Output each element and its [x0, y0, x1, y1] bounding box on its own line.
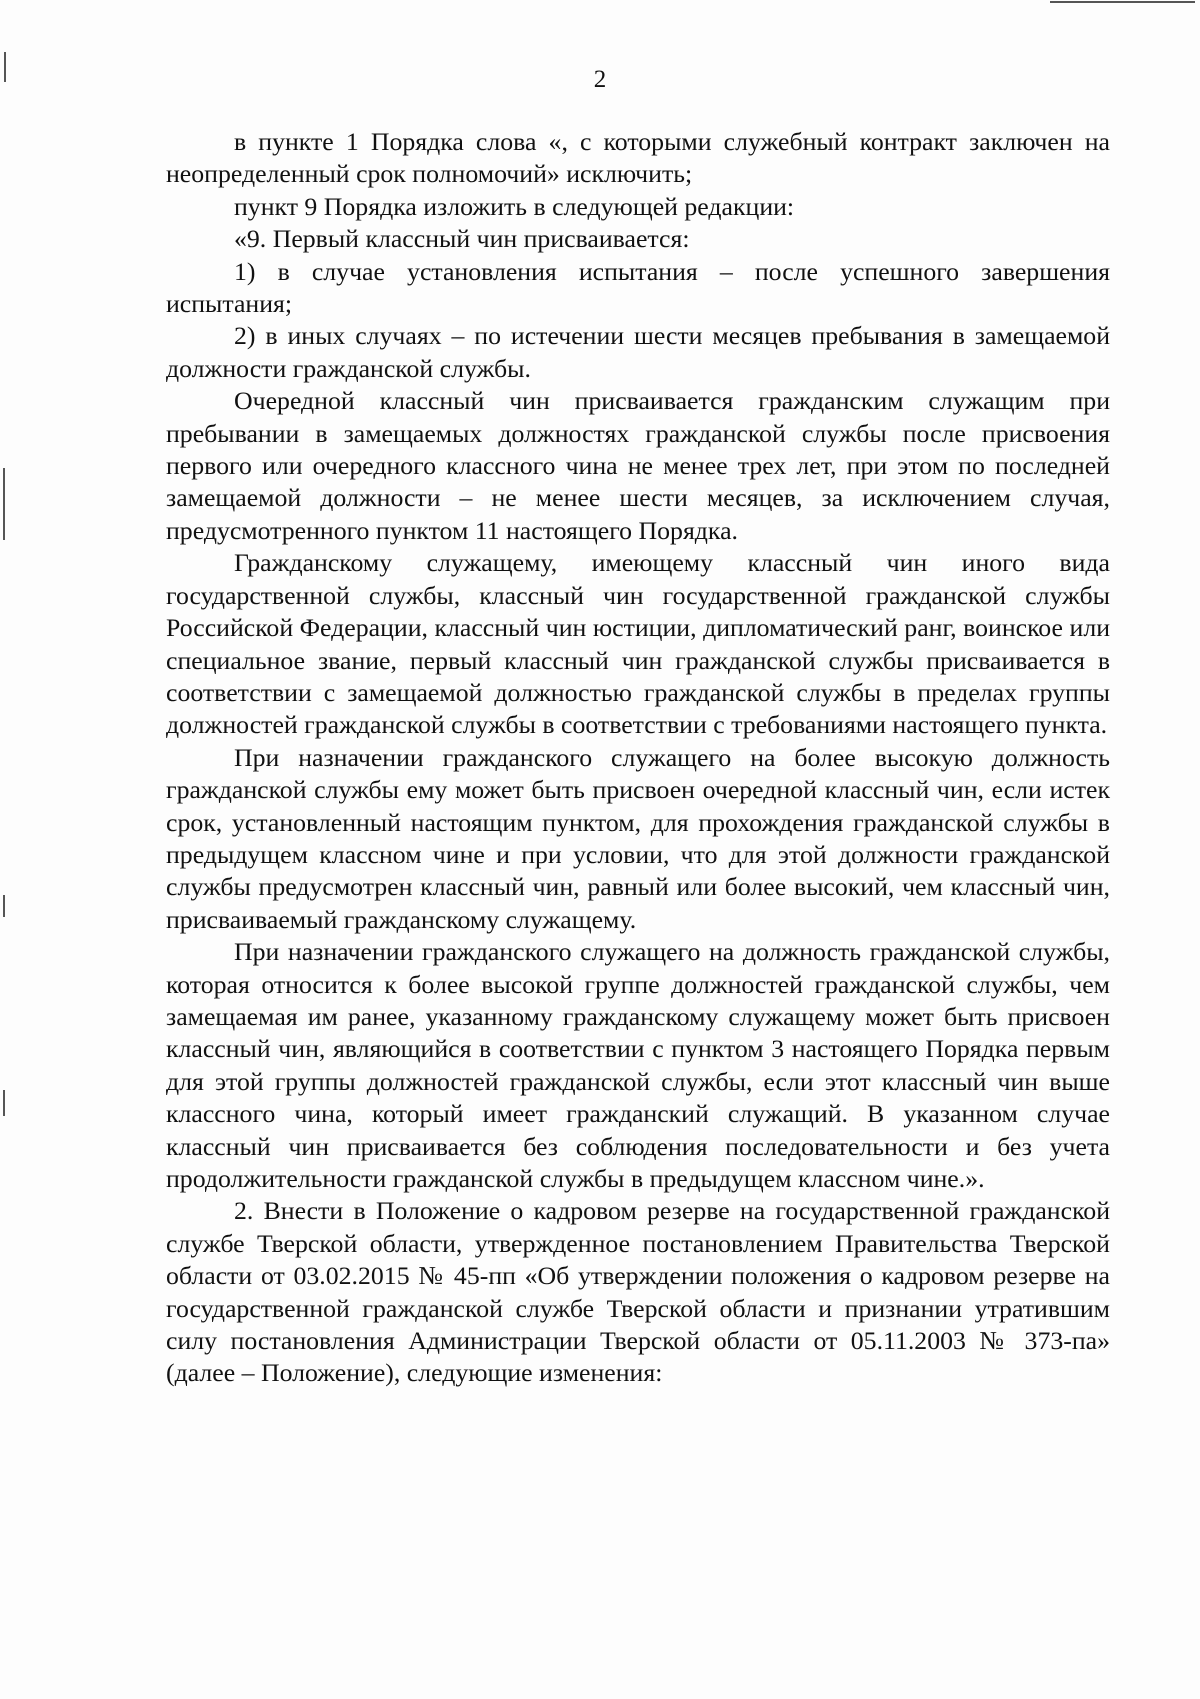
paragraph: При назначении гражданского служащего на более высокую должность гражданской службы ему может быть присвоен очередной классный чин, если истек срок, установленный настоящим пунктом, для прохождения гражданской службы в предыдущем классном чине и при условии, что для этой должности гражданской службы предусмотрен классный чин, равный или более высокий, чем классный чин, присваиваемый гражданскому служащему. [166, 742, 1110, 934]
page-number: 2 [593, 66, 607, 93]
scan-edge-mark [3, 468, 5, 540]
scan-edge-mark [3, 1090, 5, 1116]
paragraph: При назначении гражданского служащего на должность гражданской службы, которая относится к более высокой группе должностей гражданской службы, чем замещаемая им ранее, указанному гражданскому служащему может быть присвоен классный чин, являющийся в соответствии с пунктом 3 настоящего Порядка первым для этой группы должностей гражданской службы, если этот классный чин выше классного чина, который имеет гражданский служащий. В указанном случае классный чин присваивается без соблюдения последовательности и без учета продолжительности гражданской службы в предыдущем классном чине.». [166, 937, 1110, 1193]
paragraph: пункт 9 Порядка изложить в следующей редакции: [234, 191, 795, 221]
paragraph: Гражданскому служащему, имеющему классный чин иного вида государственной службы, классный чин государственной гражданской службы Российской Федерации, классный чин юстиции, дипломатический ранг, воинское или специальное звание, первый классный чин гражданской службы присваивается в соответствии с замещаемой должностью гражданской службы в пределах группы должностей гражданской службы в соответствии с требованиями настоящего пункта. [166, 548, 1110, 740]
paragraph: в пункте 1 Порядка слова «, с которыми служебный контракт заключен на неопределенный срок полномочий» исключить; [166, 127, 1110, 189]
scan-edge-mark [3, 895, 5, 917]
scan-edge-mark [1050, 1, 1195, 3]
paragraph: «9. Первый классный чин присваивается: [234, 224, 690, 254]
paragraph: 2) в иных случаях – по истечении шести месяцев пребывания в замещаемой должности гражданской службы. [166, 321, 1110, 383]
paragraph: 2. Внести в Положение о кадровом резерве на государственной гражданской службе Тверской области, утвержденное постановлением Правительства Тверской области от 03.02.2015 № 45-пп «Об утверждении положения о кадровом резерве на государственной гражданской службе Тверской области и признании утратившим силу постановления Администрации Тверской области от 05.11.2003 № 373-па» (далее – Положение), следующие изменения: [166, 1196, 1110, 1388]
paragraph: 1) в случае установления испытания – после успешного завершения испытания; [166, 256, 1110, 319]
document-body [166, 126, 1110, 1390]
paragraph: Очередной классный чин присваивается гражданским служащим при пребывании в замещаемых должностях гражданской службы после присвоения первого или очередного классного чина не менее трех лет, при этом по последней замещаемой должности – не менее шести месяцев, за исключением случая, предусмотренного пунктом 11 настоящего Порядка. [166, 386, 1110, 545]
